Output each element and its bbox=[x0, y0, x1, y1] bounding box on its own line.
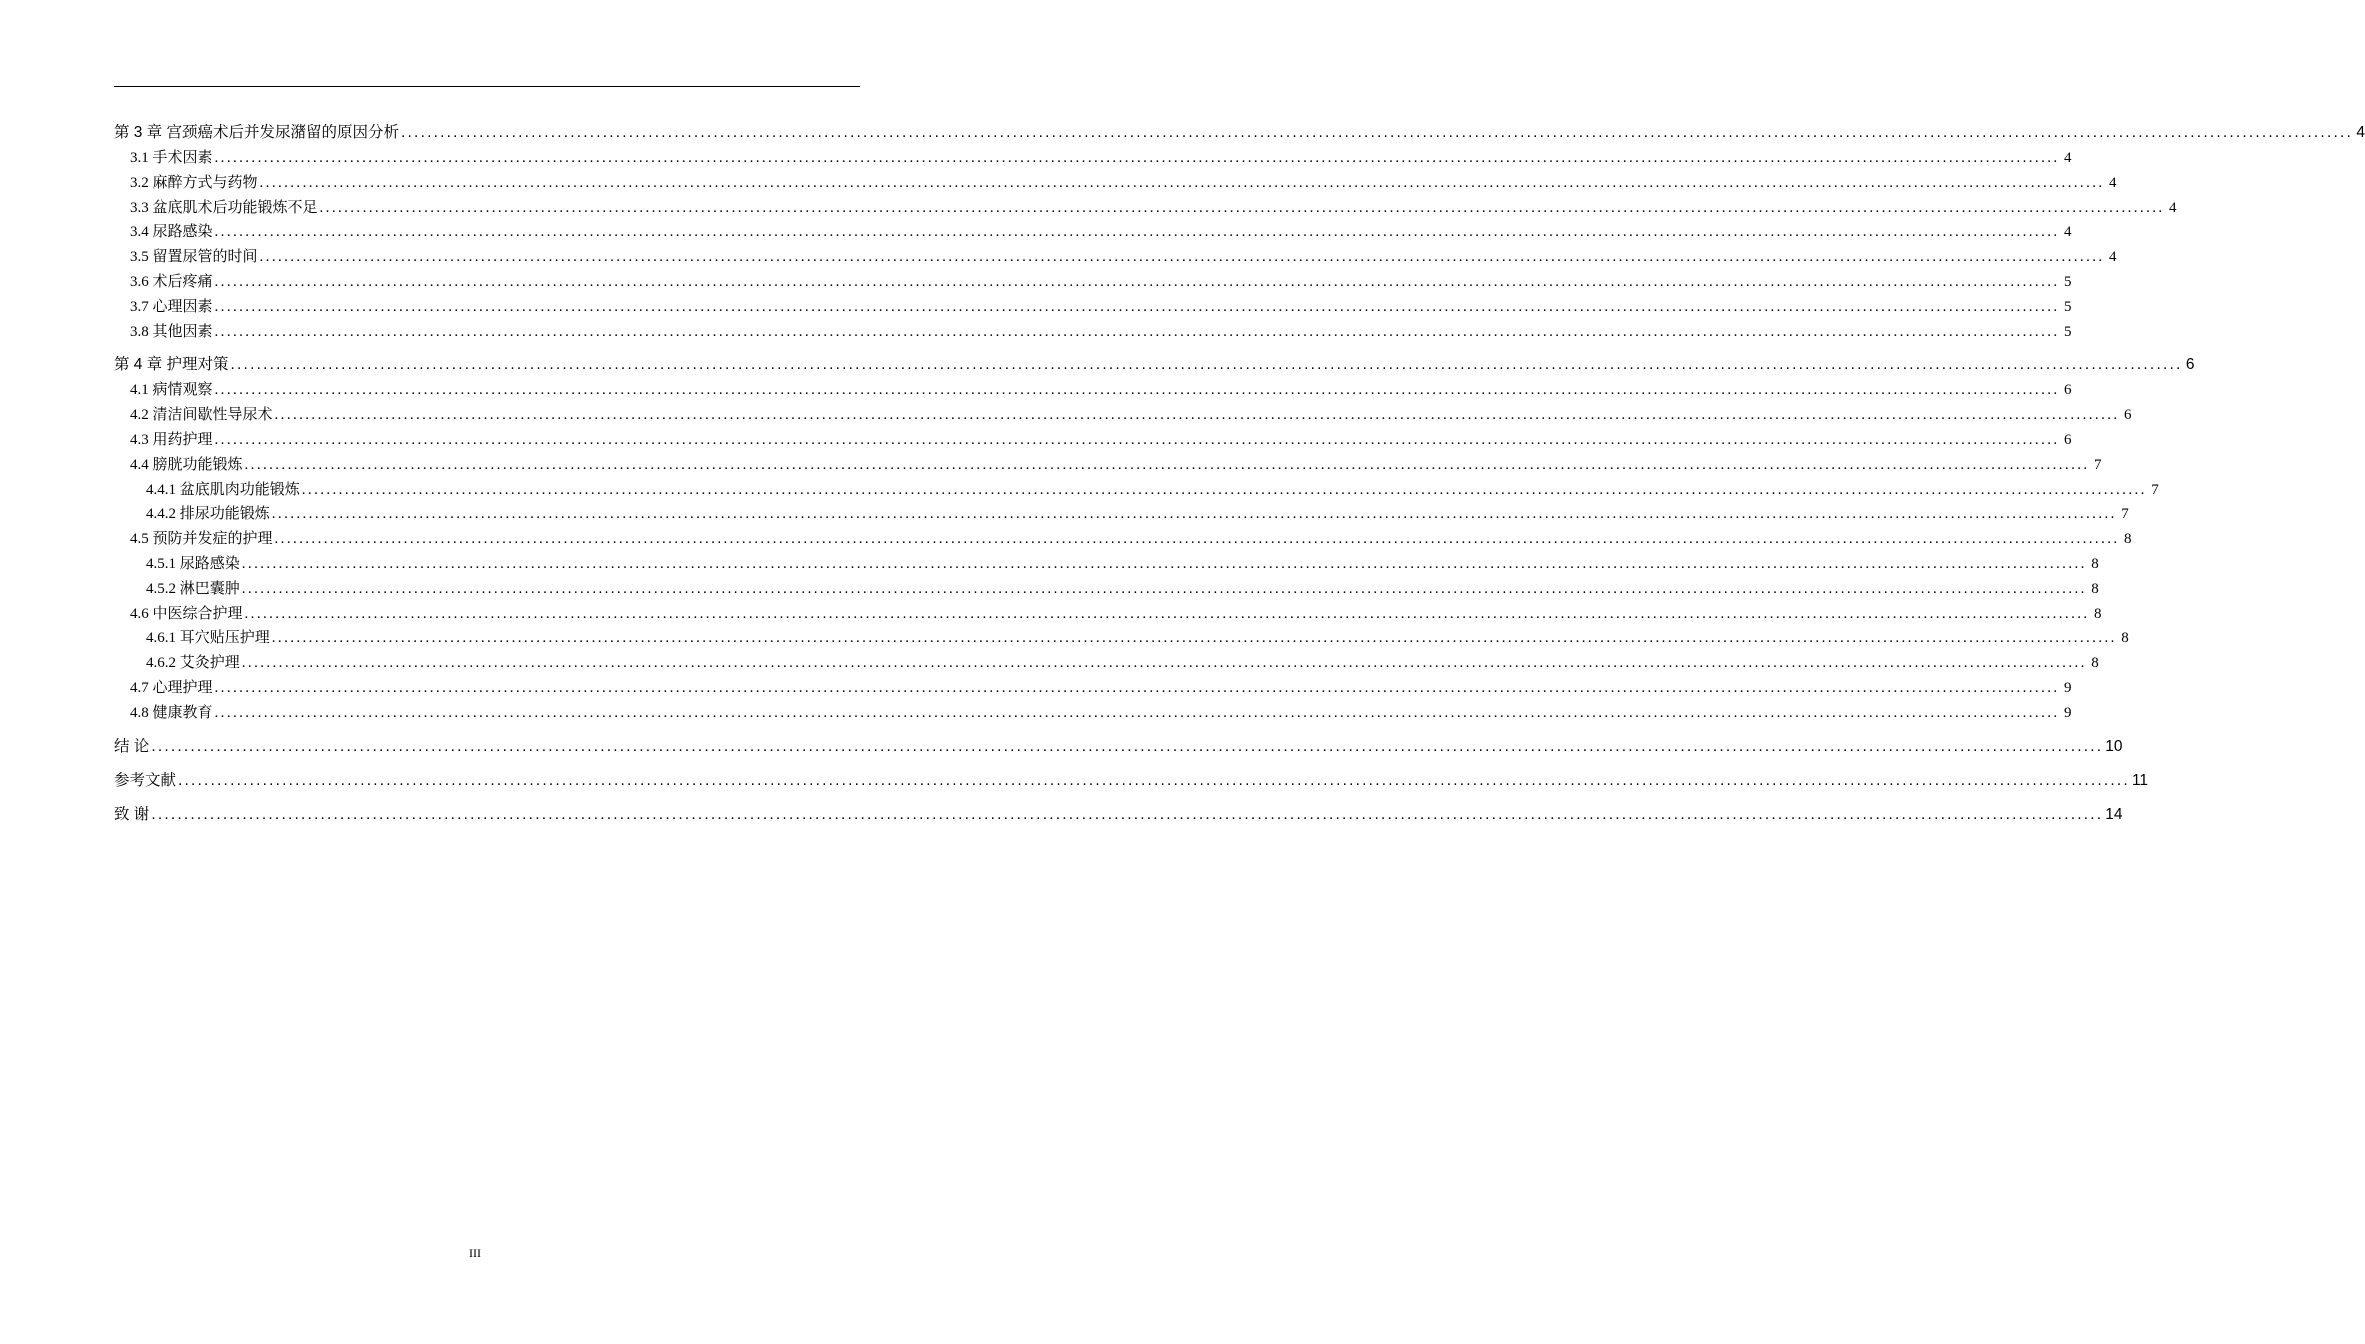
toc-dot-leader: ............................................................................................................................................................................................................................................................................................................ bbox=[259, 249, 2105, 266]
toc-entry[interactable] bbox=[114, 478, 2159, 503]
toc-entry[interactable] bbox=[114, 502, 2129, 527]
toc-entry[interactable] bbox=[114, 352, 2195, 378]
toc-entry-title: 4.5 预防并发症的护理 bbox=[130, 531, 273, 548]
toc-entry[interactable] bbox=[114, 626, 2129, 651]
toc-entry-page: 7 bbox=[2151, 481, 2159, 498]
toc-entry[interactable] bbox=[114, 245, 2117, 270]
toc-dot-leader: ............................................................................................................................................................................................................................................................................................................ bbox=[214, 298, 2060, 315]
toc-entry-page: 5 bbox=[2064, 323, 2072, 340]
toc-entry[interactable] bbox=[114, 378, 2072, 403]
toc-entry-title: 3.5 留置尿管的时间 bbox=[130, 249, 258, 266]
toc-entry[interactable] bbox=[114, 295, 2072, 320]
toc-entry-page: 8 bbox=[2091, 655, 2099, 672]
toc-entry[interactable] bbox=[114, 802, 2123, 828]
toc-entry-title: 4.4 膀胱功能锻炼 bbox=[130, 456, 243, 473]
toc-entry-title: 参考文献 bbox=[114, 771, 177, 789]
toc-entry-page: 8 bbox=[2091, 555, 2099, 572]
toc-entry[interactable] bbox=[114, 428, 2072, 453]
toc-entry-page: 8 bbox=[2094, 605, 2102, 622]
toc-dot-leader: ............................................................................................................................................................................................................................................................................................................ bbox=[214, 224, 2060, 241]
toc-entry-title: 3.6 术后疼痛 bbox=[130, 273, 213, 290]
toc-entry-page: 9 bbox=[2064, 704, 2072, 721]
toc-entry-page: 4 bbox=[2064, 150, 2072, 166]
toc-entry[interactable] bbox=[114, 453, 2102, 478]
toc-entry-page: 5 bbox=[2064, 298, 2072, 315]
toc-entry-title: 4.5.1 尿路感染 bbox=[146, 555, 240, 572]
toc-entry[interactable] bbox=[114, 320, 2072, 345]
toc-entry-title: 致 谢 bbox=[114, 805, 150, 823]
toc-entry-title: 4.7 心理护理 bbox=[130, 679, 213, 696]
toc-dot-leader: ............................................................................................................................................................................................................................................................................................................ bbox=[301, 481, 2147, 498]
toc-dot-leader: ............................................................................................................................................................................................................................................................................................................ bbox=[401, 124, 2353, 141]
toc-entry-page: 6 bbox=[2185, 356, 2195, 374]
toc-entry-page: 4 bbox=[2064, 224, 2072, 241]
toc-dot-leader: ............................................................................................................................................................................................................................................................................................................ bbox=[214, 150, 2060, 166]
toc-entry-page: 8 bbox=[2124, 531, 2132, 548]
toc-entry-page: 11 bbox=[2131, 771, 2149, 789]
toc-entry-title: 第 4 章 护理对策 bbox=[114, 356, 229, 374]
toc-dot-leader: ............................................................................................................................................................................................................................................................................................................ bbox=[271, 630, 2117, 647]
toc-entry-page: 9 bbox=[2064, 679, 2072, 696]
toc-entry-title: 4.6.2 艾灸护理 bbox=[146, 655, 240, 672]
toc-entry-title: 3.2 麻醉方式与药物 bbox=[130, 174, 258, 191]
toc-dot-leader: ............................................................................................................................................................................................................................................................................................................ bbox=[214, 679, 2060, 696]
toc-entry-page: 14 bbox=[2105, 805, 2123, 823]
toc-entry-title: 3.4 尿路感染 bbox=[130, 224, 213, 241]
toc-entry-title: 4.3 用药护理 bbox=[130, 431, 213, 448]
toc-entry[interactable] bbox=[114, 403, 2132, 428]
toc-entry-page: 4 bbox=[2109, 249, 2117, 266]
toc-dot-leader: ............................................................................................................................................................................................................................................................................................................ bbox=[241, 580, 2087, 597]
toc-dot-leader: ............................................................................................................................................................................................................................................................................................................ bbox=[241, 655, 2087, 672]
toc-entry-title: 4.2 清洁间歇性导尿术 bbox=[130, 407, 273, 424]
toc-entry-title: 3.8 其他因素 bbox=[130, 323, 213, 340]
toc-dot-leader: ............................................................................................................................................................................................................................................................................................................ bbox=[214, 704, 2060, 721]
toc-entry-page: 6 bbox=[2124, 407, 2132, 424]
toc-entry-title: 4.6 中医综合护理 bbox=[130, 605, 243, 622]
toc-dot-leader: ............................................................................................................................................................................................................................................................................................................ bbox=[151, 805, 2104, 823]
toc-entry[interactable] bbox=[114, 768, 2149, 794]
toc-entry-title: 4.6.1 耳穴贴压护理 bbox=[146, 630, 270, 647]
toc-entry-title: 4.4.1 盆底肌肉功能锻炼 bbox=[146, 481, 300, 498]
toc-dot-leader: ............................................................................................................................................................................................................................................................................................................ bbox=[214, 431, 2060, 448]
toc-entry-title: 结 论 bbox=[114, 737, 150, 755]
toc-dot-leader: ............................................................................................................................................................................................................................................................................................................ bbox=[259, 174, 2105, 191]
toc-dot-leader: ............................................................................................................................................................................................................................................................................................................ bbox=[214, 323, 2060, 340]
toc-entry-title: 3.7 心理因素 bbox=[130, 298, 213, 315]
toc-dot-leader: ............................................................................................................................................................................................................................................................................................................ bbox=[274, 407, 2120, 424]
toc-entry-title: 4.4.2 排尿功能锻炼 bbox=[146, 506, 270, 523]
toc-entry-title: 4.1 病情观察 bbox=[130, 382, 213, 399]
toc-entry-page: 10 bbox=[2105, 737, 2123, 755]
toc-dot-leader: ............................................................................................................................................................................................................................................................................................................ bbox=[319, 199, 2165, 216]
toc-entry-title: 4.5.2 淋巴囊肿 bbox=[146, 580, 240, 597]
toc-entry[interactable] bbox=[114, 220, 2072, 245]
toc-entry[interactable] bbox=[114, 527, 2132, 552]
toc-entry-page: 6 bbox=[2064, 431, 2072, 448]
toc-entry-page: 4 bbox=[2356, 124, 2365, 141]
toc-entry-page: 4 bbox=[2109, 174, 2117, 191]
toc-entry[interactable] bbox=[114, 734, 2123, 760]
toc-entry[interactable] bbox=[114, 602, 2102, 627]
toc-entry[interactable] bbox=[114, 552, 2099, 577]
toc-dot-leader: ............................................................................................................................................................................................................................................................................................................ bbox=[230, 356, 2183, 374]
toc-entry[interactable] bbox=[114, 196, 2177, 221]
toc-entry-page: 7 bbox=[2094, 456, 2102, 473]
toc-entry-title: 3.1 手术因素 bbox=[130, 150, 213, 166]
toc-entry[interactable] bbox=[114, 146, 2072, 171]
toc-dot-leader: ............................................................................................................................................................................................................................................................................................................ bbox=[271, 506, 2117, 523]
toc-dot-leader: ............................................................................................................................................................................................................................................................................................................ bbox=[214, 273, 2060, 290]
toc-entry-title: 第 3 章 宫颈癌术后并发尿潴留的原因分析 bbox=[114, 124, 400, 141]
toc-entry-page: 6 bbox=[2064, 382, 2072, 399]
page-number: III bbox=[469, 1246, 481, 1260]
toc-dot-leader: ............................................................................................................................................................................................................................................................................................................ bbox=[151, 737, 2104, 755]
toc-entry-page: 4 bbox=[2169, 199, 2177, 216]
toc-dot-leader: ............................................................................................................................................................................................................................................................................................................ bbox=[244, 605, 2090, 622]
toc-entry[interactable] bbox=[114, 676, 2072, 701]
toc-entry[interactable] bbox=[114, 577, 2099, 602]
toc-entry-title: 4.8 健康教育 bbox=[130, 704, 213, 721]
toc-dot-leader: ............................................................................................................................................................................................................................................................................................................ bbox=[214, 382, 2060, 399]
toc-entry[interactable] bbox=[114, 651, 2099, 676]
toc-entry-page: 5 bbox=[2064, 273, 2072, 290]
toc-entry[interactable] bbox=[114, 171, 2117, 196]
toc-dot-leader: ............................................................................................................................................................................................................................................................................................................ bbox=[241, 555, 2087, 572]
toc-entry-page: 7 bbox=[2121, 506, 2129, 523]
toc-dot-leader: ............................................................................................................................................................................................................................................................................................................ bbox=[274, 531, 2120, 548]
toc-dot-leader: ............................................................................................................................................................................................................................................................................................................ bbox=[178, 771, 2130, 789]
header-rule bbox=[114, 86, 860, 87]
table-of-contents bbox=[114, 120, 2365, 828]
toc-entry-title: 3.3 盆底肌术后功能锻炼不足 bbox=[130, 199, 318, 216]
toc-dot-leader: ............................................................................................................................................................................................................................................................................................................ bbox=[244, 456, 2090, 473]
toc-entry[interactable] bbox=[114, 270, 2072, 295]
toc-entry-page: 8 bbox=[2121, 630, 2129, 647]
toc-entry[interactable] bbox=[114, 120, 2365, 146]
toc-entry[interactable] bbox=[114, 701, 2072, 726]
toc-entry-page: 8 bbox=[2091, 580, 2099, 597]
